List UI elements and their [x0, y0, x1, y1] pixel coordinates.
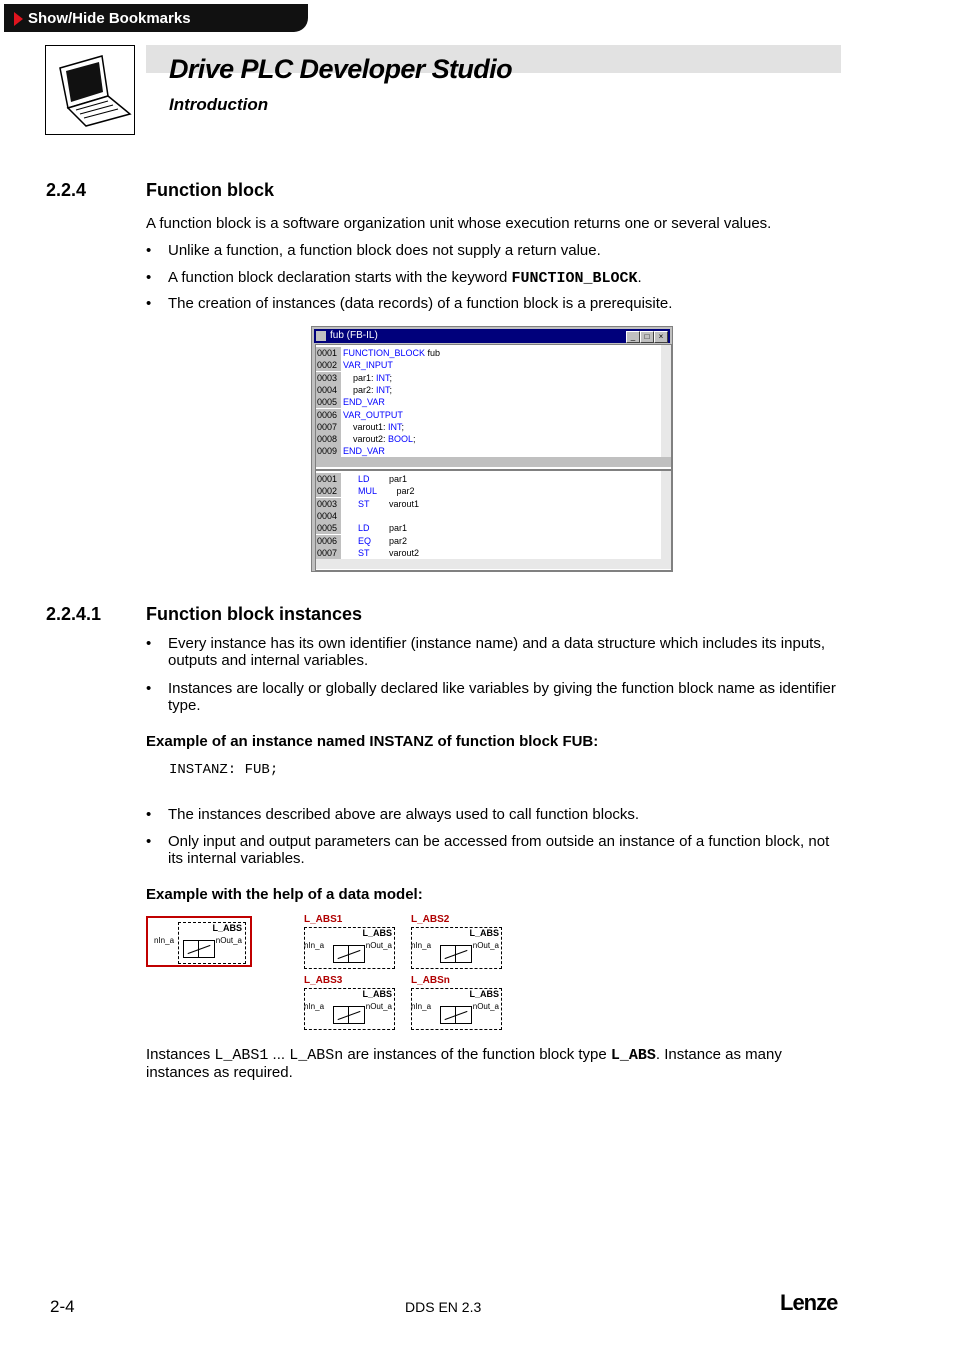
- horizontal-scrollbar[interactable]: [316, 559, 671, 569]
- code-line: [316, 522, 661, 534]
- line-number: 0006: [316, 535, 341, 547]
- code-example: INSTANZ: FUB;: [169, 762, 279, 778]
- page-number: 2-4: [50, 1297, 75, 1316]
- il-operator: ST: [358, 547, 370, 558]
- keyword: FUNCTION_BLOCK: [511, 270, 638, 287]
- closing-paragraph: Instances L_ABS1 ... L_ABSn are instances of the function block type L_ABS. Instance as many instances as required.: [146, 1046, 782, 1081]
- il-operand: varout2: [389, 547, 420, 558]
- code-line: [316, 485, 661, 497]
- code-text: varout1: INT;: [343, 421, 405, 432]
- window-icon: [316, 331, 326, 341]
- code-text: varout2: BOOL;: [343, 434, 416, 445]
- bookmarks-label: Show/Hide Bookmarks: [28, 10, 191, 27]
- document-subtitle: Introduction: [169, 95, 269, 114]
- code-line: [316, 498, 661, 510]
- code-line: [316, 372, 661, 384]
- instance-label: L_ABS3: [304, 975, 343, 986]
- line-number: 0007: [316, 421, 341, 433]
- code-text: par2: INT;: [343, 384, 393, 395]
- close-button[interactable]: ×: [654, 331, 668, 343]
- instance-block: L_ABS nIn_a nOut_a: [409, 927, 503, 969]
- line-number: 0001: [316, 473, 341, 485]
- il-operator: LD: [358, 523, 370, 534]
- instance-label: L_ABSn: [411, 975, 450, 986]
- instance-block: L_ABS nIn_a nOut_a: [302, 988, 396, 1030]
- il-operand: par2: [389, 486, 415, 497]
- il-operator: LD: [358, 474, 370, 484]
- code-line: [316, 347, 661, 359]
- code-line: [316, 433, 661, 445]
- il-operator: MUL: [358, 486, 378, 497]
- line-number: 0009: [316, 445, 341, 457]
- instance-block: L_ABS nIn_a nOut_a: [302, 927, 396, 969]
- editor-window: [311, 326, 673, 572]
- line-number: 0001: [316, 347, 341, 359]
- lenze-logo: Lenze: [780, 1290, 838, 1315]
- line-number: 0004: [316, 384, 341, 396]
- instance-label: L_ABS1: [304, 914, 343, 925]
- body-pane[interactable]: [315, 470, 672, 571]
- splitter[interactable]: [316, 457, 671, 467]
- example-heading: Example with the help of a data model:: [146, 886, 423, 903]
- code-text: END_VAR: [343, 446, 385, 457]
- code-text: END_VAR: [343, 397, 385, 408]
- code-text: par1: INT;: [343, 372, 393, 383]
- il-operand: par1: [389, 474, 408, 484]
- line-number: 0003: [316, 498, 341, 510]
- document-title: Drive PLC Developer Studio: [169, 54, 512, 84]
- code-line: [316, 421, 661, 433]
- instance-label: L_ABS2: [411, 914, 450, 925]
- show-hide-bookmarks-button[interactable]: [4, 4, 308, 32]
- subsection-title: Function block instances: [146, 604, 363, 624]
- code-line: [316, 473, 661, 485]
- subsection-number: 2.2.4.1: [46, 604, 102, 624]
- il-operator: EQ: [358, 535, 372, 546]
- document-code: DDS EN 2.3: [405, 1299, 482, 1315]
- line-number: 0002: [316, 485, 341, 497]
- line-number: 0002: [316, 359, 341, 371]
- instance-block: L_ABS nIn_a nOut_a: [409, 988, 503, 1030]
- code-text: VAR_OUTPUT: [343, 409, 403, 420]
- code-text: FUNCTION_BLOCK fub: [343, 348, 441, 358]
- code-line: [316, 396, 661, 408]
- maximize-button[interactable]: □: [640, 331, 654, 343]
- declaration-pane[interactable]: [315, 344, 672, 470]
- line-number: 0005: [316, 522, 341, 534]
- triangle-right-icon: [14, 12, 23, 26]
- section-number: 2.2.4: [46, 180, 87, 200]
- line-number: 0007: [316, 547, 341, 559]
- il-operand: par2: [389, 535, 408, 546]
- vertical-scrollbar[interactable]: [661, 471, 671, 559]
- code-line: [316, 359, 661, 371]
- code-line: [316, 535, 661, 547]
- code-text: VAR_INPUT: [343, 360, 393, 371]
- il-operand: varout1: [389, 498, 420, 509]
- line-number: 0003: [316, 372, 341, 384]
- code-line: [316, 384, 661, 396]
- line-number: 0004: [316, 510, 341, 522]
- code-line: [316, 510, 661, 522]
- il-operator: ST: [358, 498, 370, 509]
- line-number: 0008: [316, 433, 341, 445]
- code-line: [316, 409, 661, 421]
- laptop-icon: [45, 45, 135, 135]
- function-block-type: L_ABS nIn_a nOut_a: [146, 916, 252, 967]
- code-line: [316, 445, 661, 457]
- il-operand: par1: [389, 523, 408, 534]
- line-number: 0006: [316, 409, 341, 421]
- editor-title-bar: [314, 329, 670, 343]
- section-title: Function block: [146, 180, 274, 200]
- intro-paragraph: A function block is a software organization unit whose execution returns one or several values.: [146, 215, 772, 232]
- minimize-button[interactable]: _: [626, 331, 640, 343]
- code-line: [316, 547, 661, 559]
- line-number: 0005: [316, 396, 341, 408]
- example-heading: Example of an instance named INSTANZ of function block FUB:: [146, 733, 599, 750]
- vertical-scrollbar[interactable]: [661, 345, 671, 457]
- editor-title: fub (FB-IL): [330, 330, 378, 341]
